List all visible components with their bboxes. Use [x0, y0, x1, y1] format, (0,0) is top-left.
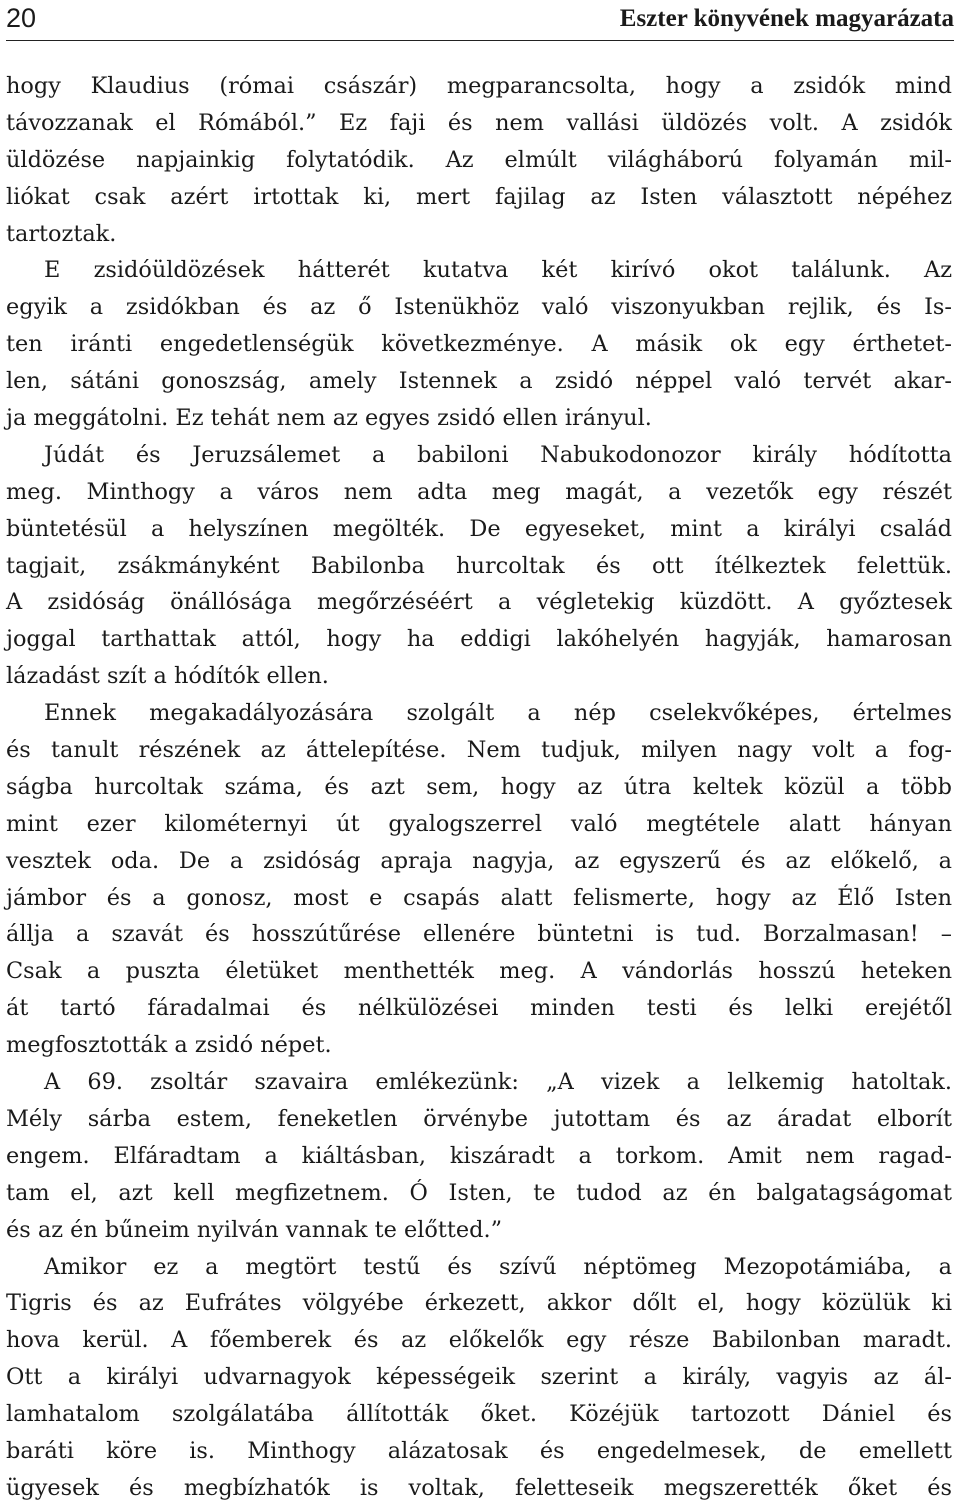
- text-line: ügyesek és megbízhatók is voltak, feletteseik megszerették őket és: [6, 1474, 952, 1501]
- text-line: tagjait, zsákmányként Babilonba hurcoltak és ott ítélkeztek felettük.: [6, 552, 952, 579]
- body-text: [6, 68, 952, 1507]
- text-line: liókat csak azért irtottak ki, mert fajilag az Isten választott népéhez: [6, 183, 952, 210]
- text-line: át tartó fáradalmai és nélkülözései minden testi és lelki erejétől: [6, 995, 952, 1022]
- text-line: len, sátáni gonoszság, amely Istennek a zsidó néppel való tervét akar-: [6, 368, 952, 395]
- text-line: egyik a zsidókban és az ő Istenükhöz való viszonyukban rejlik, és Is-: [6, 294, 952, 321]
- running-title: Eszter könyvének magyarázata: [619, 5, 954, 32]
- text-line: Ott a királyi udvarnagyok képességeik szerint a király, vagyis az ál-: [6, 1364, 952, 1391]
- text-line: hogy Klaudius (római császár) megparancsolta, hogy a zsidók mind: [6, 73, 952, 99]
- text-line: E zsidóüldözések hátterét kutatva két kirívó okot találunk. Az: [44, 257, 952, 284]
- text-line: Júdát és Jeruzsálemet a babiloni Nabukodonozor király hódította: [44, 441, 952, 468]
- text-line: Mély sárba estem, feneketlen örvénybe jutottam és az áradat elborít: [6, 1105, 952, 1132]
- text-line: és tanult részének az áttelepítése. Nem tudjuk, milyen nagy volt a fog-: [6, 737, 952, 764]
- text-line: Tigris és az Eufrátes völgyébe érkezett, akkor dőlt el, hogy közülük ki: [6, 1290, 952, 1317]
- page-number: 20: [6, 3, 37, 33]
- text-line: ságba hurcoltak száma, és azt sem, hogy az útra keltek közül a több: [6, 773, 952, 800]
- text-line: ten iránti engedetlenségük következménye. A másik ok egy érthetet-: [6, 331, 952, 358]
- text-line: távozzanak el Rómából.” Ez faji és nem vallási üldözés volt. A zsidók: [6, 109, 952, 136]
- text-line: ja meggátolni. Ez tehát nem az egyes zsidó ellen irányul.: [6, 405, 652, 432]
- text-line: baráti köre is. Minthogy alázatosak és engedelmesek, de emellett: [6, 1437, 952, 1464]
- text-line: állja a szavát és hosszútűrése ellenére büntetni is tud. Borzalmasan! –: [6, 921, 952, 948]
- text-line: lamhatalom szolgálatába állították őket. Közéjük tartozott Dániel és: [6, 1401, 952, 1428]
- text-line: Ennek megakadályozására szolgált a nép cselekvőképes, értelmes: [44, 700, 952, 727]
- text-line: Amikor ez a megtört testű és szívű néptömeg Mezopotámiába, a: [44, 1253, 952, 1280]
- text-line: és az én bűneim nyilván vannak te előtted.”: [6, 1216, 503, 1243]
- text-line: megfosztották a zsidó népet.: [6, 1032, 332, 1059]
- text-line: jámbor és a gonosz, most e csapás alatt felismerte, hogy az Élő Isten: [6, 884, 952, 911]
- text-line: tam el, azt kell megfizetnem. Ó Isten, te tudod az én balgatagságomat: [6, 1179, 952, 1206]
- text-line: büntetésül a helyszínen megölték. De egyeseket, mint a királyi család: [6, 515, 952, 542]
- text-line: Csak a puszta életüket menthették meg. A vándorlás hosszú heteken: [6, 958, 952, 985]
- text-line: joggal tarthattak attól, hogy ha eddigi lakóhelyén hagyják, hamarosan: [6, 626, 952, 653]
- text-line: A 69. zsoltár szavaira emlékezünk: „A vizek a lelkemig hatoltak.: [44, 1069, 952, 1096]
- page-header: [6, 0, 954, 41]
- text-line: vesztek oda. De a zsidóság apraja nagyja, az egyszerű és az előkelő, a: [6, 847, 952, 874]
- text-line: üldözése napjainkig folytatódik. Az elmúlt világháború folyamán mil-: [6, 146, 952, 173]
- text-line: engem. Elfáradtam a kiáltásban, kiszáradt a torkom. Amit nem ragad-: [6, 1142, 952, 1169]
- text-line: meg. Minthogy a város nem adta meg magát, a vezetők egy részét: [6, 478, 952, 505]
- text-line: tartoztak.: [6, 220, 117, 247]
- text-line: A zsidóság önállósága megőrzéséért a végletekig küzdött. A győztesek: [6, 589, 952, 616]
- text-line: mint ezer kilométernyi út gyalogszerrel való megtétele alatt hányan: [6, 810, 952, 837]
- text-line: hova kerül. A főemberek és az előkelők egy része Babilonban maradt.: [6, 1327, 952, 1354]
- text-line: lázadást szít a hódítók ellen.: [6, 663, 329, 690]
